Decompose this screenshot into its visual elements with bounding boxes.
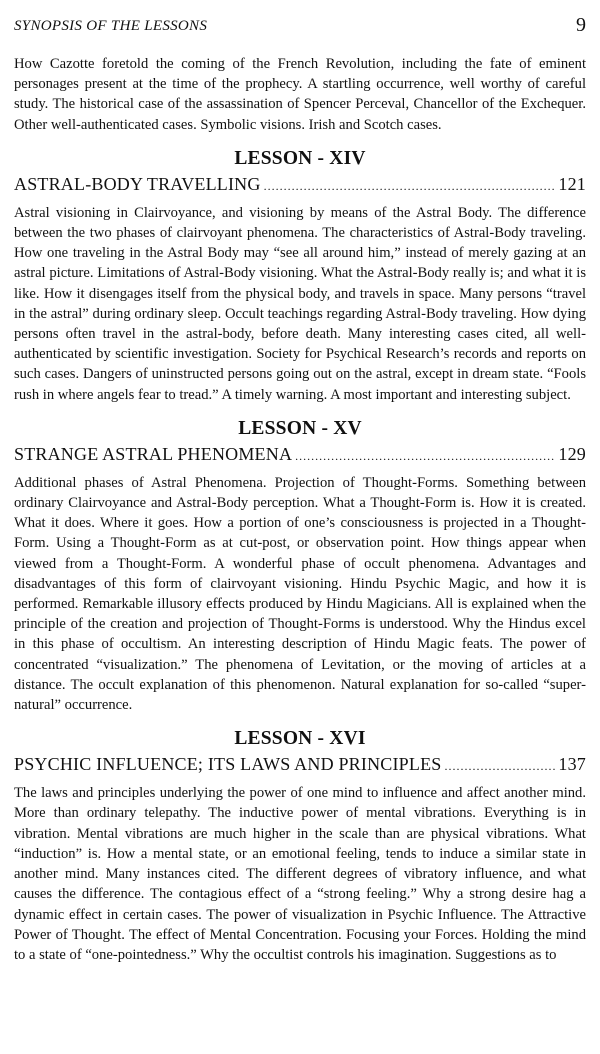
lesson-heading: LESSON - XV: [238, 417, 362, 439]
dot-leader: [264, 173, 556, 199]
page-number: 9: [576, 14, 586, 36]
toc-entry: [14, 751, 586, 779]
lesson-page-number: 121: [558, 173, 586, 194]
lesson-section-15: [14, 417, 586, 715]
dot-leader: [295, 443, 555, 469]
lesson-title: PSYCHIC INFLUENCE; ITS LAWS AND PRINCIPLES: [14, 754, 442, 775]
lesson-title: STRANGE ASTRAL PHENOMENA: [14, 443, 293, 464]
running-header: [14, 14, 586, 42]
lesson-section-16: [14, 727, 586, 965]
running-title: SYNOPSIS OF THE LESSONS: [14, 18, 208, 34]
intro-paragraph: How Cazotte foretold the coming of the French Revolution, including the fate of eminent personages present at the time of the prophecy. A startling occurrence, well worthy of careful study. The historical case of the assassination of Spencer Perceval, Chancellor of the Exchequer. Other well-authenticated cases. Symbolic visions. Irish and Scotch cases.: [14, 56, 586, 133]
book-page: [14, 0, 586, 965]
lesson-title: ASTRAL-BODY TRAVELLING: [14, 173, 261, 194]
lesson-summary: The laws and principles underlying the power of one mind to influence and affect another mind. More than ordinary telepathy. The inductive power of mental vibrations. Everything is in vibration. Mental vibrations are much higher in the scale than are physical vibrations. What “induction” is. How a mental state, or an emotional feeling, tends to induce a similar state in another mind. Many instances cited. The different degrees of vibratory influence, and what causes the difference. The contagious effect of a “strong feeling.” Why a strong desire hag a dynamic effect in certain cases. The power of visualization in Psychic Influence. The Attractive Power of Thought. The effect of Mental Concentration. Focusing your Forces. Holding the mind to a state of “one-pointedness.” Why the occultist controls his imagination. Suggestions as to: [14, 785, 586, 963]
lesson-summary: Astral visioning in Clairvoyance, and visioning by means of the Astral Body. The difference between the two phases of clairvoyant phenomena. The characteristics of Astral-Body traveling. How one traveling in the Astral Body may “see all around him,” instead of merely gazing at an astral picture. Limitations of Astral-Body visioning. What the Astral-Body really is; and what it is like. How it disengages itself from the physical body, and travels in space. Many persons “travel in the astral” during ordinary sleep. Occult teachings regarding Astral-Body traveling. How dying persons often travel in the astral-body, before death. Many interesting cases cited, all well-authenticated by scientific investigation. Society for Psychical Research’s records and reports on such cases. Dangers of uninstructed persons going out on the astral, except in dream state. “Fools rush in where angels fear to tread.” A timely warning. A most important and interesting subject.: [14, 204, 586, 403]
lesson-heading: LESSON - XVI: [234, 728, 366, 750]
toc-entry: [14, 441, 586, 469]
lesson-page-number: 137: [558, 754, 586, 775]
dot-leader: [445, 753, 556, 779]
lesson-page-number: 129: [558, 443, 586, 464]
lesson-heading: LESSON - XIV: [234, 147, 366, 169]
lesson-section-14: [14, 147, 586, 405]
toc-entry: [14, 171, 586, 199]
lesson-summary: Additional phases of Astral Phenomena. Projection of Thought-Forms. Something between ordinary Clairvoyance and Astral-Body perception. What a Thought-Form is. How it is created. What it does. Where it goes. How a portion of one’s consciousness is projected in a Thought-Form. Using a Thought-Form as at cut-post, or observation point. How things appear when viewed from a Thought-Form. A wonderful phase of occult phenomena. Advantages and disadvantages of this form of clairvoyant visioning. Hindu Psychic Magic, and how it is performed. Remarkable illusory effects produced by Hindu Magicians. All is explained when the principle of the creation and projection of Thought-Forms is understood. Why the Hindus excel in this phase of occultism. An interesting description of Hindu Magic feats. The power of concentrated “visualization.” The phenomena of Levitation, or the moving of articles at a distance. The occult explanation of this phenomenon. Natural explanation for so-called “super-natural” occurrence.: [14, 474, 586, 714]
